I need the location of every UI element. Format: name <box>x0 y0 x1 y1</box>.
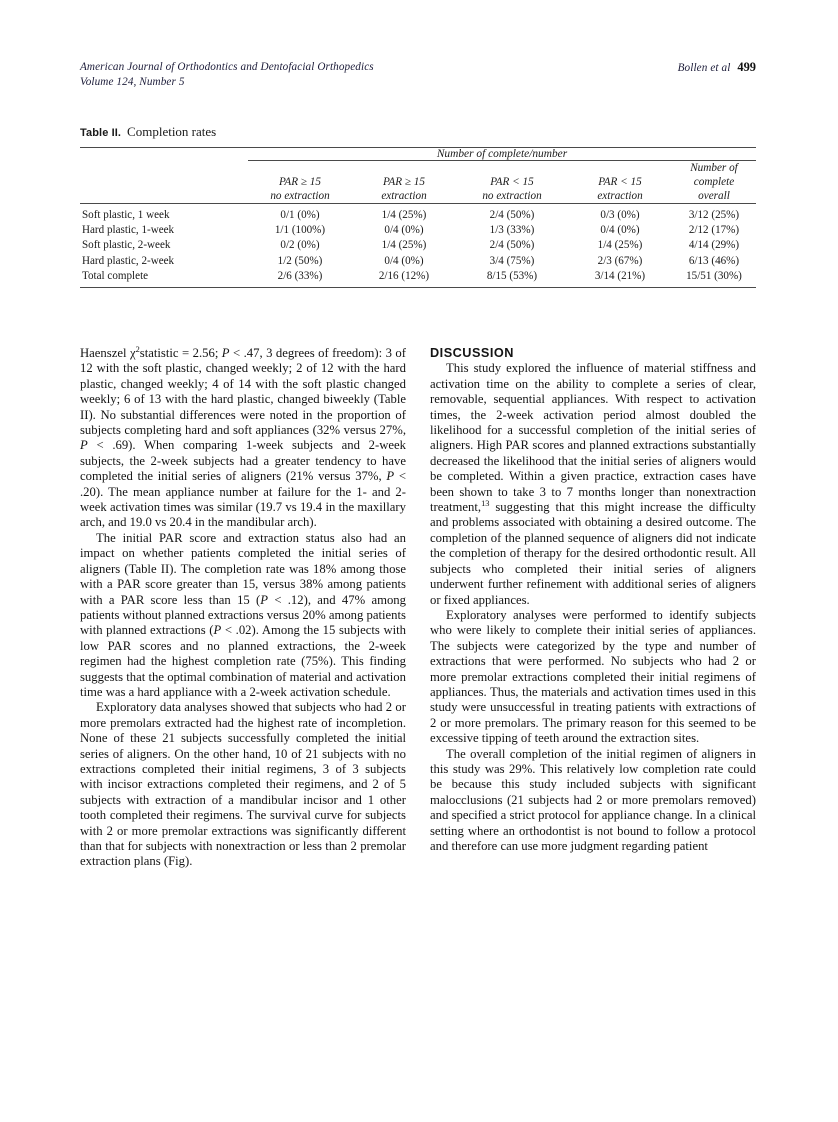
paragraph-par-score <box>80 531 406 700</box>
cell-par-lt15-no-extraction: 2/4 (50%) <box>489 209 535 221</box>
table-row <box>80 238 756 253</box>
col5-line1: Number of <box>690 162 738 174</box>
cell-par-lt15-no-extraction: 8/15 (53%) <box>486 269 538 282</box>
cell-par-lt15-extraction: 0/3 (0%) <box>600 209 640 221</box>
cell-overall: 6/13 (46%) <box>688 254 740 267</box>
running-head-right <box>678 60 756 76</box>
para1-p-italic: P <box>221 346 230 360</box>
para1-p3-italic: P <box>386 469 395 484</box>
rpara1-superscript-ref: 13 <box>481 498 490 508</box>
column-header-blank <box>80 161 248 204</box>
cell-par-ge15-extraction: 0/4 (0%) <box>384 224 424 237</box>
column-header-par-lt15-extraction <box>568 161 672 204</box>
column-header-par-lt15-no-extraction <box>456 161 568 204</box>
paragraph-discussion-3: The overall completion of the initial regimen of aligners in this study was 29%. This relatively low completion rate could be because this study included subjects with significant malocclusions (21 subjects had 2 or more premolars removed) and specified a strict protocol for appliance change. In a clinical setting where an orthodontist is not bound to follow a protocol and therefore can use more judgment regarding patient <box>430 746 756 853</box>
para1-seg-e: < .20). The mean appliance number at failure for the 1- and 2-week activation times was similar (19.7 vs 19.4 in the maxillary arch, and 19.0 vs 20.4 in the mandibular arch). <box>80 469 406 530</box>
body-column-right <box>430 346 756 854</box>
column-header-par-ge15-no-extraction <box>248 161 352 204</box>
page-number: 499 <box>737 60 756 74</box>
table-title: Completion rates <box>127 124 217 139</box>
row-label: Soft plastic, 2-week <box>82 239 171 252</box>
table-column-header-row <box>80 161 756 204</box>
cell-overall: 15/51 (30%) <box>686 269 742 282</box>
para1-superscript: 2 <box>135 344 140 354</box>
journal-name: American Journal of Orthodontics and Dentofacial Orthopedics <box>80 61 374 73</box>
col2-line2: extraction <box>381 190 427 202</box>
rpara1-seg-a: This study explored the influence of material stiffness and activation time on the ability to complete a series of clear, removable, sequential appliances. With respect to activation times, the 2-week activation period almost doubled the likelihood for a successful completion of the initial series of aligners. High PAR scores and planned extractions substantially decreased the likelihood that the initial series of aligners would be completed. Within a given practice, extraction cases have been shown to take 3 to 7 months longer than nonextraction treatment, <box>430 361 756 515</box>
cell-par-lt15-extraction: 2/3 (67%) <box>597 254 643 267</box>
cell-par-ge15-no-extraction: 1/2 (50%) <box>277 254 323 267</box>
cell-par-ge15-extraction: 0/4 (0%) <box>384 254 424 267</box>
cell-par-lt15-no-extraction: 3/4 (75%) <box>489 254 535 267</box>
column-header-overall <box>672 161 756 204</box>
para1-seg-b: statistic = 2.56; <box>139 346 222 360</box>
journal-volume: Volume 124, Number 5 <box>80 76 185 88</box>
rpara1-seg-b: suggesting that this might increase the difficulty and problems associated with obtaining a desired outcome. The completion of the planned sequence of aligners did not indicate the completion of therapy for the desired orthodontic result. All subjects who completed their initial series of aligners underwent further refinement with additional series of aligners or fixed appliances. <box>430 500 756 607</box>
row-label: Total complete <box>82 269 149 282</box>
table-row <box>80 269 756 288</box>
para1-seg-d: < .69). When comparing 1-week subjects and 2-week subjects, the 2-week subjects had a greater tendency to have completed the initial series of aligners (21% versus 37%, <box>80 438 406 484</box>
paragraph-discussion-1 <box>430 361 756 608</box>
para1-p2-italic: P <box>80 438 88 453</box>
cell-par-ge15-no-extraction: 0/2 (0%) <box>280 239 320 252</box>
running-head <box>80 60 756 94</box>
cell-par-lt15-extraction: 1/4 (25%) <box>597 239 643 252</box>
para2-seg-c: < .02). Among the 15 subjects with low PAR scores and no planned extractions, the 2-week regimen had the highest completion rate (75%). This finding suggests that the optimal combination of material and activation time was a hard appliance with a 2-week activation schedule. <box>80 623 406 699</box>
col1-line2: no extraction <box>270 190 330 202</box>
cell-par-lt15-no-extraction: 2/4 (50%) <box>489 239 535 252</box>
table-row <box>80 223 756 238</box>
col2-line1: PAR ≥ 15 <box>383 176 425 188</box>
para2-seg-b: < .12), and 47% among patients without planned extractions versus 20% among patients with planned extractions ( <box>80 592 406 638</box>
para2-p-italic: P <box>260 592 269 607</box>
table-block <box>80 124 756 288</box>
table-group-header-row <box>80 148 756 161</box>
column-header-par-ge15-extraction <box>352 161 456 204</box>
table-row <box>80 254 756 269</box>
para1-seg-a: Haenszel χ <box>80 346 136 360</box>
cell-overall: 2/12 (17%) <box>688 224 740 237</box>
cell-par-ge15-extraction: 1/4 (25%) <box>381 209 427 221</box>
completion-rates-table <box>80 147 756 288</box>
table-row <box>80 204 756 223</box>
col5-line3: overall <box>698 190 730 202</box>
table-label: Table II. <box>80 127 122 139</box>
cell-par-ge15-no-extraction: 2/6 (33%) <box>277 269 323 282</box>
cell-par-lt15-no-extraction: 1/3 (33%) <box>489 224 535 237</box>
table-rule-bottom <box>80 288 756 289</box>
col4-line2: extraction <box>597 190 643 202</box>
running-head-journal <box>80 60 374 90</box>
cell-par-ge15-extraction: 2/16 (12%) <box>378 269 430 282</box>
para1-seg-c: < .47, 3 degrees of freedom): 3 of 12 with the soft plastic, changed weekly; 2 of 12 with the hard plastic, changed weekly; 4 of 14 with the soft plastic changed weekly; 6 of 13 with the hard plastic, changed biweekly (Table II). No substantial differences were noted in the proportion of subjects completing hard and soft appliances (32% versus 27%, <box>80 346 406 438</box>
author-citation: Bollen et al <box>677 62 731 74</box>
row-label: Hard plastic, 2-week <box>82 254 175 267</box>
col4-line1: PAR < 15 <box>598 176 642 188</box>
cell-overall: 3/12 (25%) <box>688 209 740 221</box>
body-column-left <box>80 346 406 870</box>
paragraph-discussion-2: Exploratory analyses were performed to identify subjects who were likely to complete their initial series of appliances. The subjects were categorized by the type and number of extractions that were performed. No subjects who had 2 or more premolar extractions completed their initial regimens of appliances. Thus, the materials and activation times used in this study were unsuccessful in treating patients with extractions of 2 or more premolars. The primary reason for this seemed to be excessive tipping of teeth around the extraction sites. <box>430 607 756 746</box>
para2-p2-italic: P <box>213 623 222 638</box>
col5-line2: complete <box>693 176 735 188</box>
group-header-label: Number of complete/number <box>436 148 568 160</box>
paragraph-exploratory-data: Exploratory data analyses showed that subjects who had 2 or more premolars extracted had the highest rate of incompletion. None of these 21 subjects successfully completed the initial series of aligners. On the other hand, 10 of 21 subjects with no extractions completed their initial regimens, 3 of 3 subjects with incisor extractions completed their regimens, and 2 of 5 subjects with extraction of a mandibular incisor and 1 other tooth completed their regimens. The survival curve for subjects with 2 or more premolar extractions was significantly different than that for subjects with nonextraction or less than 2 premolar extraction plans (Fig). <box>80 700 406 869</box>
table-caption <box>80 124 756 141</box>
row-label: Soft plastic, 1 week <box>82 209 170 221</box>
cell-par-lt15-extraction: 0/4 (0%) <box>600 224 640 237</box>
cell-par-ge15-no-extraction: 1/1 (100%) <box>274 224 326 237</box>
paragraph-haenszel <box>80 346 406 531</box>
col3-line1: PAR < 15 <box>490 176 534 188</box>
cell-overall: 4/14 (29%) <box>688 239 740 252</box>
col1-line1: PAR ≥ 15 <box>279 176 321 188</box>
para2-seg-a: The initial PAR score and extraction status also had an impact on whether patients completed the initial series of aligners (Table II). The completion rate was 18% among those with a PAR score greater than 15, versus 38% among patients with a PAR score less than 15 ( <box>80 530 406 607</box>
col3-line2: no extraction <box>482 190 542 202</box>
section-heading-discussion: DISCUSSION <box>430 346 514 360</box>
cell-par-ge15-extraction: 1/4 (25%) <box>381 239 427 252</box>
row-label: Hard plastic, 1-week <box>82 224 175 237</box>
group-header-spacer <box>80 148 248 161</box>
cell-par-lt15-extraction: 3/14 (21%) <box>594 269 646 282</box>
cell-par-ge15-no-extraction: 0/1 (0%) <box>280 209 320 221</box>
